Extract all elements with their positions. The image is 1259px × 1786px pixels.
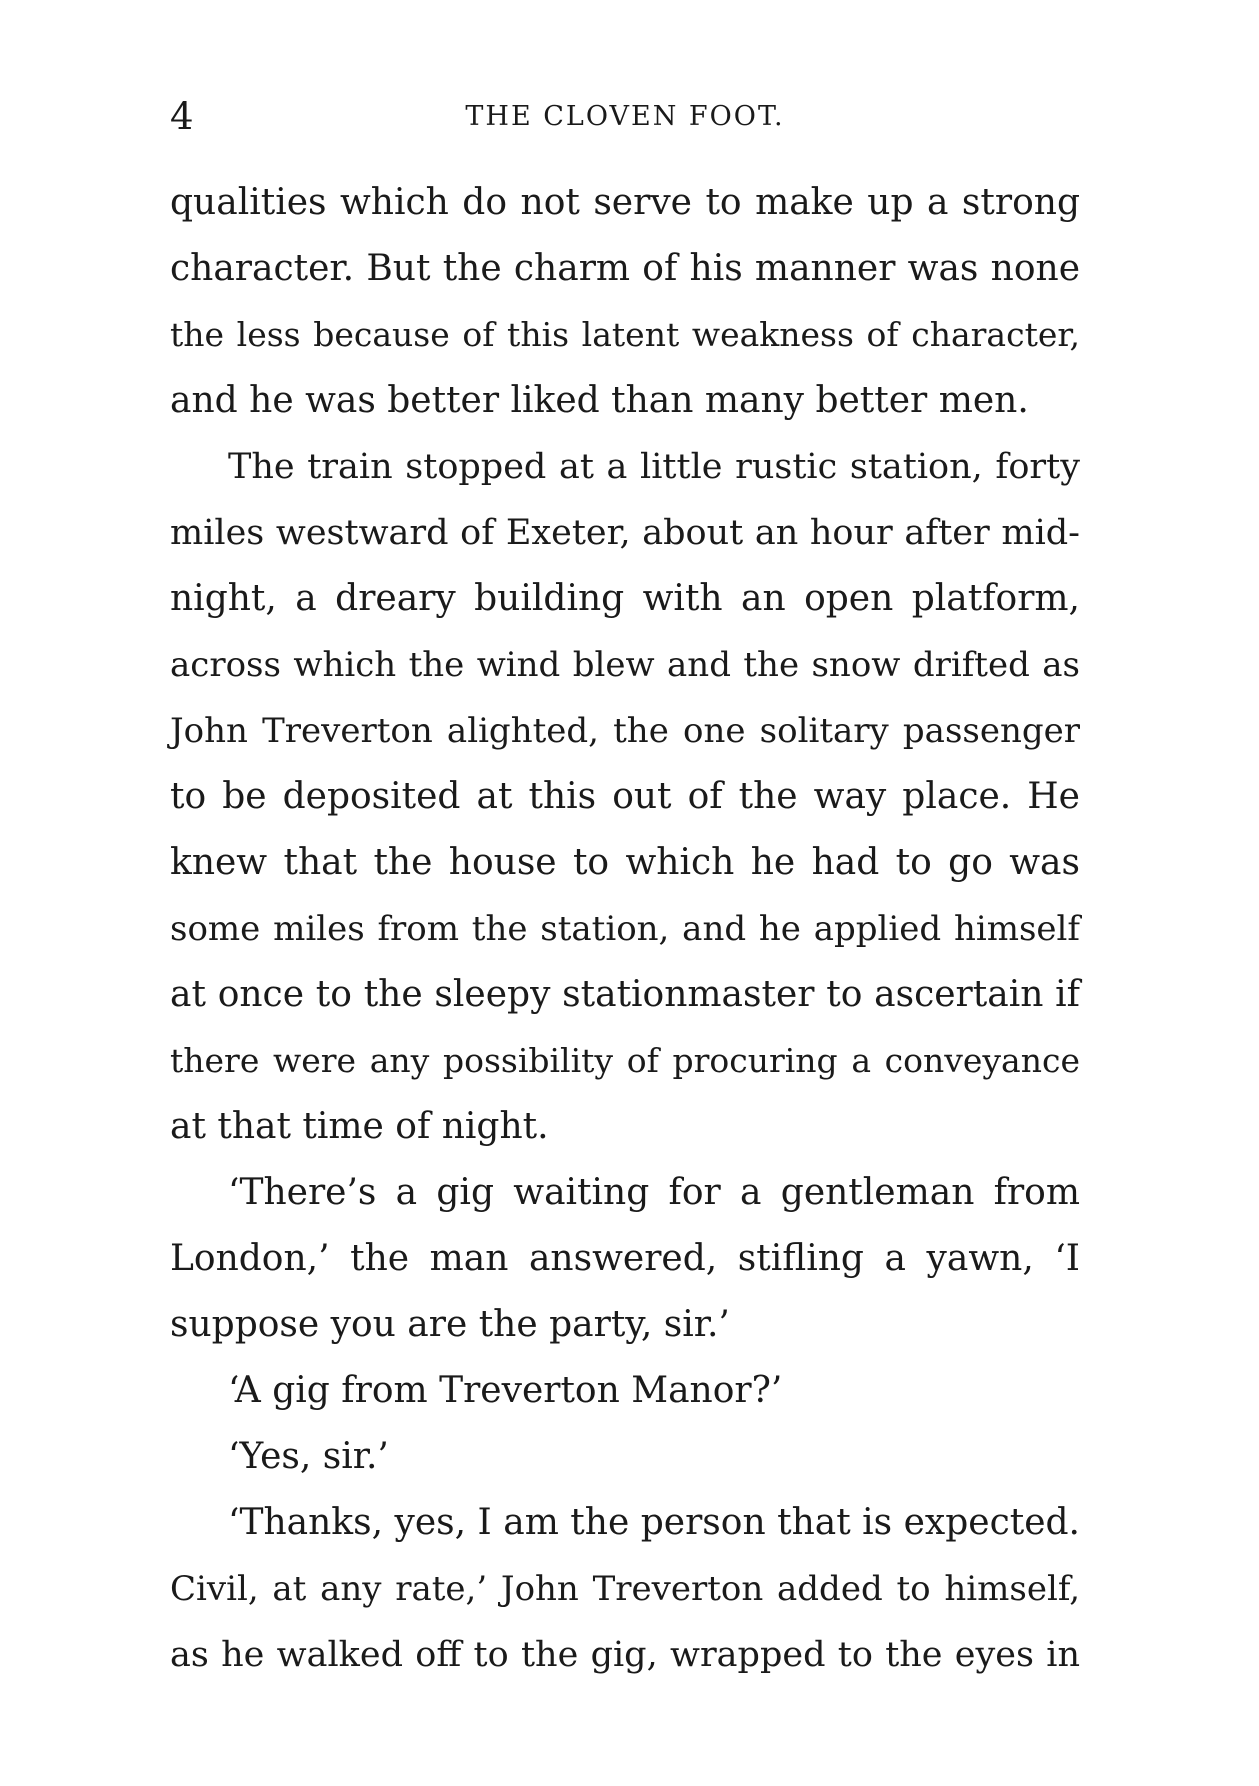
page-header: [170, 92, 1080, 142]
text-line: London,’ the man answered, stifling a yawn, ‘I: [170, 1238, 1080, 1279]
body-text: [170, 170, 1080, 1688]
text-line: character. But the charm of his manner was none: [170, 248, 1080, 289]
text-line: some miles from the station, and he applied himself: [170, 909, 1080, 949]
text-line: ‘Yes, sir.’: [228, 1436, 389, 1477]
text-line: knew that the house to which he had to go was: [170, 842, 1080, 883]
text-line: to be deposited at this out of the way place. He: [170, 776, 1080, 817]
text-line: John Treverton alighted, the one solitary passenger: [170, 711, 1080, 751]
page-number: 4: [170, 95, 194, 138]
text-line: ‘There’s a gig waiting for a gentleman from: [228, 1172, 1080, 1213]
text-line: there were any possibility of procuring a conveyance: [170, 1041, 1080, 1080]
text-line: across which the wind blew and the snow drifted as: [170, 645, 1080, 685]
text-line: night, a dreary building with an open platform,: [170, 578, 1080, 619]
text-line: ‘Thanks, yes, I am the person that is expected.: [228, 1502, 1080, 1543]
text-line: at once to the sleepy stationmaster to ascertain if: [170, 974, 1080, 1015]
text-line: and he was better liked than many better men.: [170, 380, 1029, 421]
text-line: miles westward of Exeter, about an hour after mid-: [170, 513, 1080, 553]
text-line: suppose you are the party, sir.’: [170, 1304, 730, 1345]
text-line: the less because of this latent weakness of character,: [170, 315, 1080, 354]
text-line: qualities which do not serve to make up a strong: [170, 182, 1080, 223]
text-line: as he walked off to the gig, wrapped to the eyes in: [170, 1635, 1080, 1675]
text-line: The train stopped at a little rustic station, forty: [228, 447, 1080, 487]
running-title: THE CLOVEN FOOT.: [465, 101, 785, 132]
text-line: at that time of night.: [170, 1106, 549, 1147]
text-line: Civil, at any rate,’ John Treverton added to himself,: [170, 1569, 1080, 1609]
text-line: ‘A gig from Treverton Manor?’: [228, 1370, 783, 1411]
